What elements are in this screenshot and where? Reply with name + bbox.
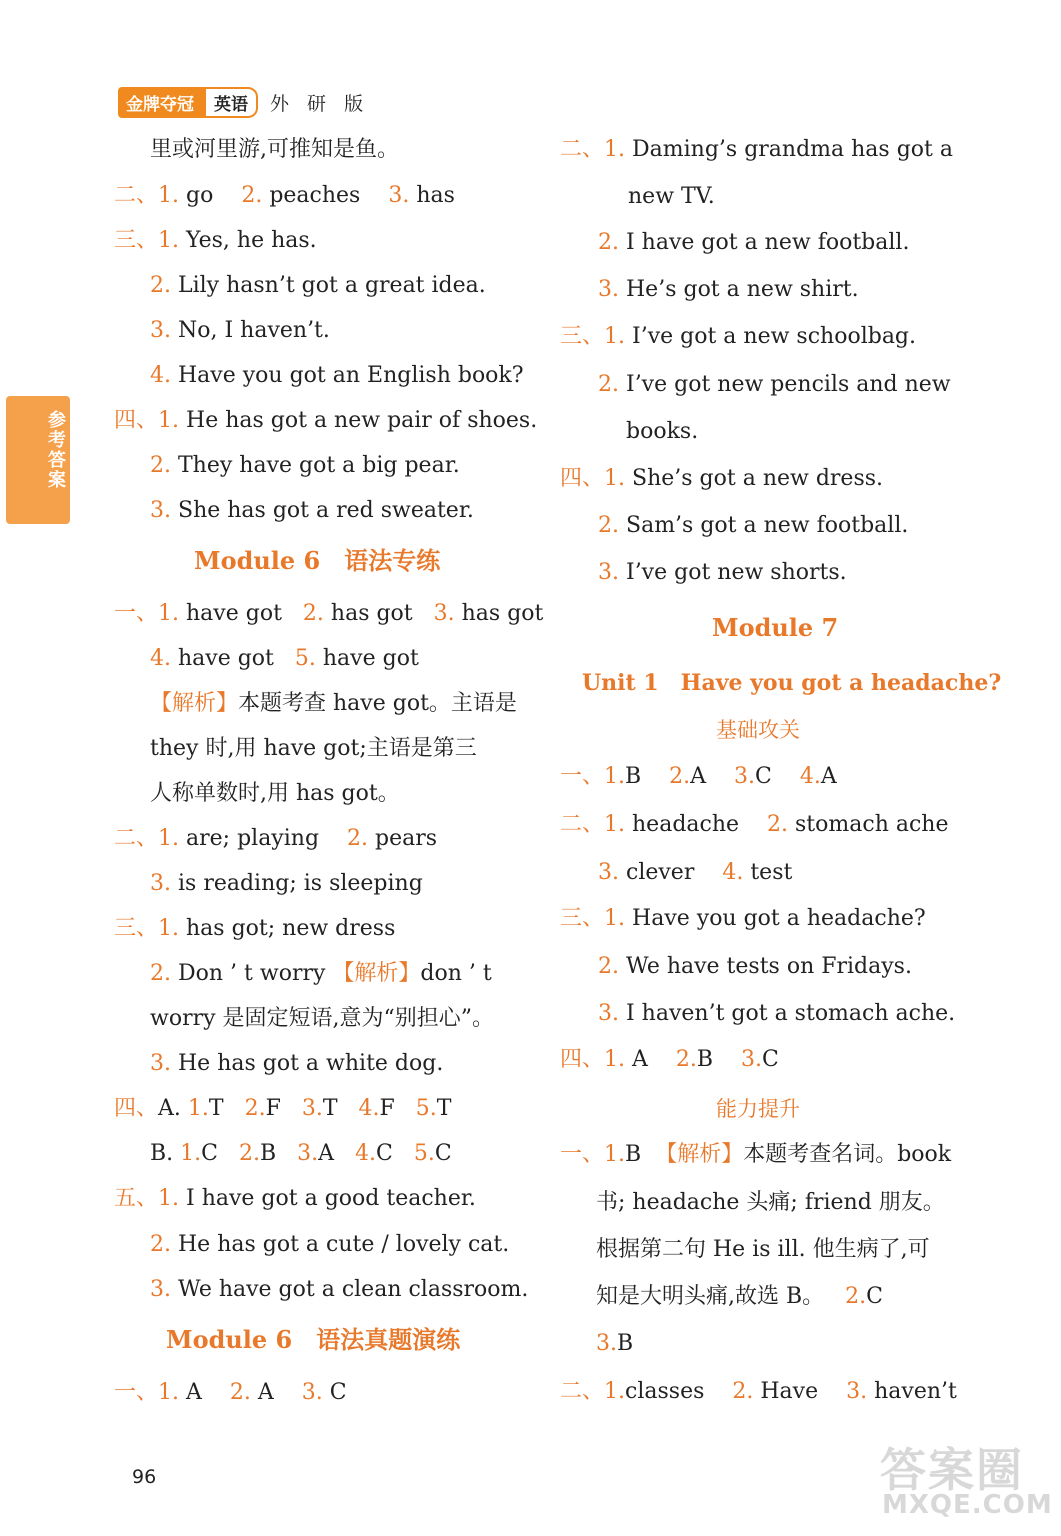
answer-line: B. 1.C 2.B 3.A 4.C 5.C (150, 1141, 452, 1166)
side-tab-label: 参考答案 (45, 410, 66, 490)
answer-line: 2. Lily hasn’t got a great idea. (150, 273, 486, 298)
answer-line: 二、1. Daming’s grandma has got a (560, 137, 953, 162)
answer-line: 3. He’s got a new shirt. (598, 277, 859, 302)
answer-line: 三、1. I’ve got a new schoolbag. (560, 324, 917, 349)
answer-line: 2. They have got a big pear. (150, 453, 460, 478)
answer-line: 五、1. I have got a good teacher. (114, 1186, 476, 1211)
answer-line: 三、1. Yes, he has. (114, 228, 317, 253)
answer-line: 一、1. A 2. A 3. C (114, 1380, 347, 1405)
answer-line: 一、1.B 2.A 3.C 4.A (560, 764, 837, 789)
answer-line: 三、1. has got; new dress (114, 916, 396, 941)
answer-line: 二、1. are; playing 2. pears (114, 826, 438, 851)
answer-line: 3. She has got a red sweater. (150, 498, 474, 523)
subsection-heading: 基础攻关 (716, 718, 800, 742)
explanation-line: 根据第二句 He is ill. 他生病了,可 (596, 1237, 930, 1262)
answer-line: 四、1. A 2.B 3.C (560, 1047, 779, 1072)
answer-line: new TV. (628, 184, 715, 209)
answer-line: 3. I’ve got new shorts. (598, 560, 847, 585)
answer-line: 四、A. 1.T 2.F 3.T 4.F 5.T (114, 1096, 452, 1121)
answer-line: 3. is reading; is sleeping (150, 871, 423, 896)
answer-line: 2. I’ve got new pencils and new (598, 372, 951, 397)
subject-label: 英语 (204, 87, 258, 118)
answer-line: 2. We have tests on Fridays. (598, 954, 912, 979)
answer-line: 3. No, I haven’t. (150, 318, 330, 343)
answer-line: 4. have got 5. have got (150, 646, 419, 671)
answer-line: 二、1. headache 2. stomach ache (560, 812, 949, 837)
answer-line: 3. clever 4. test (598, 860, 793, 885)
edition-label: 外 研 版 (270, 92, 370, 115)
explanation-line: they 时,用 have got;主语是第三 (150, 736, 477, 761)
explanation-line: 书; headache 头痛; friend 朋友。 (596, 1190, 945, 1215)
explanation-line: 人称单数时,用 has got。 (150, 781, 400, 806)
answer-line: 四、1. She’s got a new dress. (560, 466, 884, 491)
brand-label: 金牌夺冠 (118, 87, 204, 118)
answer-line: 三、1. Have you got a headache? (560, 906, 926, 931)
answer-line: 2. Sam’s got a new football. (598, 513, 909, 538)
answer-line: 一、1. have got 2. has got 3. has got (114, 601, 544, 626)
unit-heading: Unit 1 Have you got a headache? (582, 670, 1002, 696)
page-number: 96 (132, 1466, 157, 1488)
subsection-heading: 能力提升 (716, 1097, 800, 1121)
answer-line: 一、1.B 【解析】本题考查名词。book (560, 1142, 952, 1167)
answer-line: 二、1.classes 2. Have 3. haven’t (560, 1379, 957, 1404)
answer-line: 3. We have got a clean classroom. (150, 1277, 529, 1302)
watermark-url: MXQE.COM (882, 1490, 1053, 1520)
answer-line: books. (626, 419, 699, 444)
explanation-line: 【解析】本题考查 have got。主语是 (150, 691, 517, 716)
module-heading: Module 7 (712, 613, 839, 642)
answer-line: 里或河里游,可推知是鱼。 (150, 137, 399, 162)
section-heading: Module 6 语法真题演练 (166, 1325, 461, 1354)
answer-line: 2. He has got a cute / lovely cat. (150, 1232, 510, 1257)
answer-line: 2. Don ’ t worry 【解析】don ’ t (150, 961, 492, 986)
answer-line: 四、1. He has got a new pair of shoes. (114, 408, 538, 433)
watermark-text: 答案圈 (880, 1443, 1024, 1497)
answer-line: 3.B (596, 1331, 634, 1356)
answer-line: 二、1. go 2. peaches 3. has (114, 183, 455, 208)
section-heading: Module 6 语法专练 (194, 546, 441, 575)
explanation-line: worry 是固定短语,意为“别担心”。 (150, 1006, 495, 1031)
answer-line: 3. I haven’t got a stomach ache. (598, 1001, 956, 1026)
answer-line: 4. Have you got an English book? (150, 363, 524, 388)
answer-line: 2. I have got a new football. (598, 230, 910, 255)
watermark-logo (876, 1434, 1052, 1528)
answer-line: 3. He has got a white dog. (150, 1051, 444, 1076)
explanation-line: 知是大明头痛,故选 B。 2.C (596, 1284, 883, 1309)
